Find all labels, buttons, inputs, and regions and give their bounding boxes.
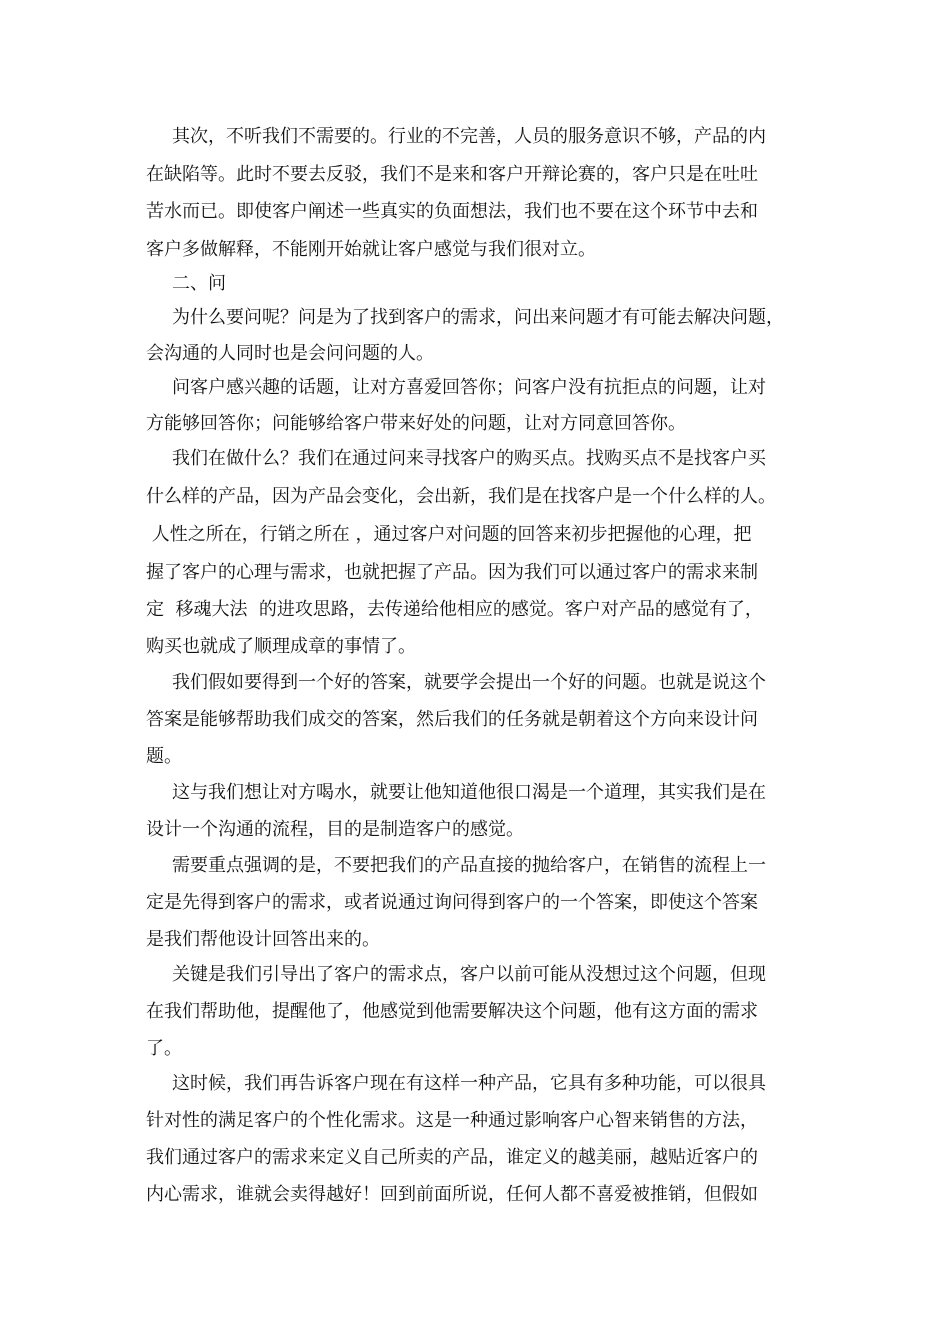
paragraph-line: 需要重点强调的是，不要把我们的产品直接的抛给客户，在销售的流程上一	[172, 855, 766, 876]
paragraph-line: 这时候，我们再告诉客户现在有这样一种产品，它具有多种功能，可以很具	[172, 1073, 766, 1094]
paragraph-line: 购买也就成了顺理成章的事情了。	[146, 636, 416, 657]
paragraph-line: 关键是我们引导出了客户的需求点，客户以前可能从没想过这个问题，但现	[172, 964, 766, 985]
paragraph-line: 为什么要问呢？问是为了找到客户的需求，问出来问题才有可能去解决问题，	[172, 307, 784, 328]
paragraph-line: 问客户感兴趣的话题，让对方喜爱回答你；问客户没有抗拒点的问题，让对	[172, 377, 766, 398]
paragraph-line: 在缺陷等。此时不要去反驳，我们不是来和客户开辩论赛的，客户只是在吐吐	[146, 164, 758, 185]
paragraph-line: 会沟通的人同时也是会问问题的人。	[146, 343, 434, 364]
paragraph-line: 我们假如要得到一个好的答案，就要学会提出一个好的问题。也就是说这个	[172, 672, 766, 693]
paragraph-line: 设计一个沟通的流程，目的是制造客户的感觉。	[146, 819, 524, 840]
paragraph-line: 人性之所在，行销之所在 ，通过客户对问题的回答来初步把握他的心理，把	[146, 524, 752, 545]
paragraph-line: 其次，不听我们不需要的。行业的不完善，人员的服务意识不够，产品的内	[172, 126, 766, 147]
paragraph-line: 定 移魂大法 的进攻思路，去传递给他相应的感觉。客户对产品的感觉有了，	[146, 599, 763, 620]
paragraph-line: 客户多做解释，不能刚开始就让客户感觉与我们很对立。	[146, 239, 596, 260]
paragraph-line: 握了客户的心理与需求，也就把握了产品。因为我们可以通过客户的需求来制	[146, 562, 758, 583]
paragraph-line: 在我们帮助他，提醒他了，他感觉到他需要解决这个问题，他有这方面的需求	[146, 1001, 758, 1022]
paragraph-line: 答案是能够帮助我们成交的答案，然后我们的任务就是朝着这个方向来设计问	[146, 709, 758, 730]
paragraph-line: 题。	[146, 746, 182, 767]
paragraph-line: 了。	[146, 1038, 182, 1059]
paragraph-line: 针对性的满足客户的个性化需求。这是一种通过影响客户心智来销售的方法，	[146, 1110, 758, 1131]
paragraph-line: 苦水而已。即使客户阐述一些真实的负面想法，我们也不要在这个环节中去和	[146, 201, 758, 222]
paragraph-line: 我们通过客户的需求来定义自己所卖的产品，谁定义的越美丽，越贴近客户的	[146, 1147, 758, 1168]
paragraph-line: 内心需求，谁就会卖得越好！回到前面所说，任何人都不喜爱被推销，但假如	[146, 1184, 758, 1205]
paragraph-line: 这与我们想让对方喝水，就要让他知道他很口渴是一个道理，其实我们是在	[172, 782, 766, 803]
paragraph-line: 方能够回答你；问能够给客户带来好处的问题，让对方同意回答你。	[146, 413, 686, 434]
paragraph-line: 是我们帮他设计回答出来的。	[146, 929, 380, 950]
paragraph-line: 定是先得到客户的需求，或者说通过询问得到客户的一个答案，即使这个答案	[146, 892, 758, 913]
paragraph-line: 什么样的产品，因为产品会变化，会出新，我们是在找客户是一个什么样的人。	[146, 486, 776, 507]
section-heading: 二、问	[172, 273, 226, 294]
paragraph-line: 我们在做什么？我们在通过问来寻找客户的购买点。找购买点不是找客户买	[172, 448, 766, 469]
